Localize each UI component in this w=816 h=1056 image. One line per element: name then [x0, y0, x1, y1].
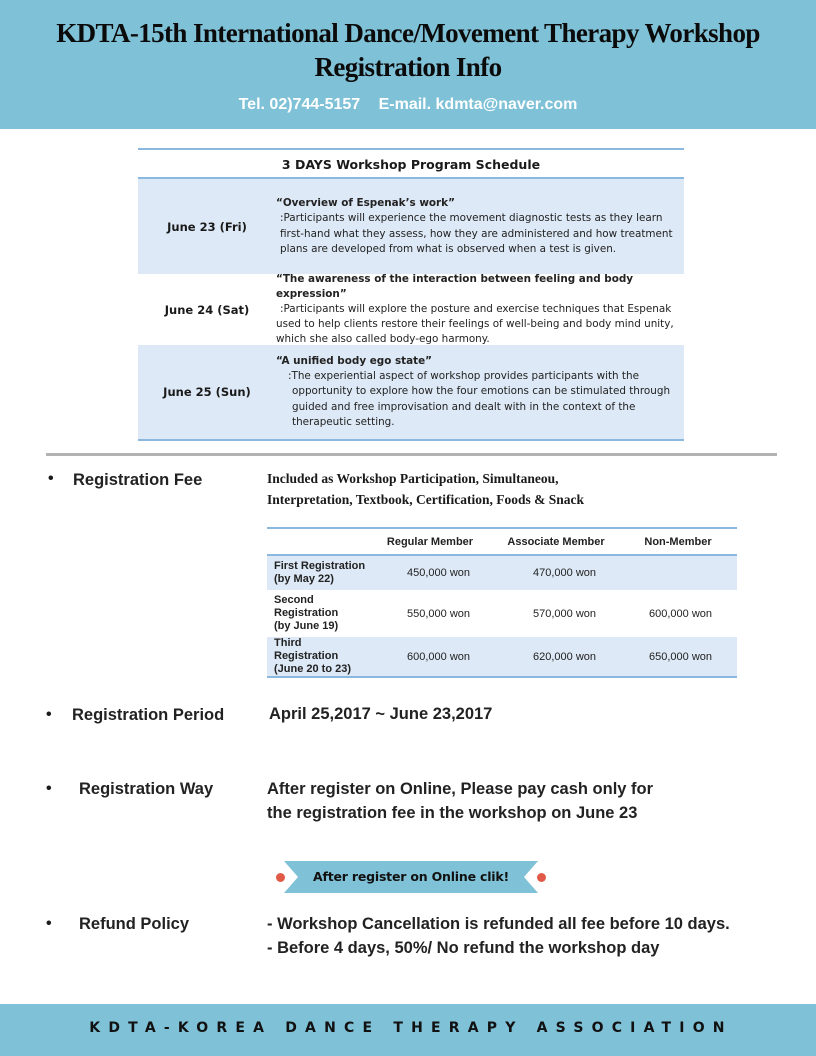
session-title: “Overview of Espenak’s work”: [276, 197, 455, 210]
registration-way-line-1: After register on Online, Please pay cash only for: [267, 780, 654, 798]
fee-cell: 470,000 won: [493, 555, 619, 590]
row-label-line: (June 20 to 23): [274, 663, 352, 675]
header-banner: [0, 0, 816, 129]
schedule-date: June 23 (Fri): [167, 219, 247, 234]
row-label-line: Second: [274, 594, 314, 606]
title-line-1: KDTA-15th International Dance/Movement Therapy Workshop: [56, 18, 760, 48]
fee-cell: 450,000 won: [367, 555, 493, 590]
fee-row: [267, 637, 737, 677]
row-label-line: Third Registration: [274, 637, 339, 662]
fee-row-label: [267, 637, 367, 677]
dot-icon: [537, 873, 546, 882]
session-line: :The experiential aspect of workshop provides participants with the: [288, 370, 639, 383]
fee-desc-line-2: Interpretation, Textbook, Certification, Foods & Snack: [267, 492, 585, 507]
session-line: plans are developed from what is observed when a test is given.: [280, 242, 617, 255]
schedule-row: [138, 179, 684, 274]
registration-way-line-2: the registration fee in the workshop on June 23: [267, 804, 638, 822]
refund-line-2: - Before 4 days, 50%/ No refund the workshop day: [267, 939, 660, 957]
session-line: guided and free improvisation and dealt with in the context of the: [292, 400, 636, 413]
session-line: used to help clients restore their feelings of well-being and body mind unity,: [276, 318, 674, 331]
refund-policy-value: [267, 912, 730, 960]
fee-includes-description: [267, 468, 584, 510]
session-line: which she also called body-ego harmony.: [276, 333, 490, 346]
fee-row: [267, 590, 737, 637]
session-line: therapeutic setting.: [292, 415, 395, 428]
title-line-2: Registration Info: [314, 52, 502, 82]
session-title: “The awareness of the interaction between feeling and body expression”: [276, 272, 634, 300]
registration-period-value: April 25,2017 ~ June 23,2017: [269, 705, 493, 723]
row-label-line: (by May 22): [274, 573, 334, 585]
column-header: Associate Member: [493, 528, 619, 555]
session-line: :Participants will experience the movement diagnostic tests as they learn: [280, 212, 663, 225]
footer-banner: [0, 1004, 816, 1056]
bullet-icon: •: [46, 780, 52, 797]
schedule-table: [138, 148, 684, 441]
fee-cell: 600,000 won: [649, 607, 712, 620]
fee-cell: [619, 555, 737, 590]
phone-number: Tel. 02)744-5157: [238, 96, 361, 113]
session-line: opportunity to explore how the four emotions can be stimulated through: [292, 385, 671, 398]
fee-row-label: [267, 555, 367, 590]
schedule-date: June 24 (Sat): [164, 302, 250, 317]
bullet-icon: •: [46, 706, 52, 723]
section-divider: [46, 453, 777, 456]
registration-fee-label: Registration Fee: [73, 471, 203, 489]
row-label-line: Registration: [274, 607, 339, 619]
fee-cell: 620,000 won: [493, 637, 619, 677]
registration-way-label: Registration Way: [79, 780, 214, 798]
schedule-row: [138, 345, 684, 439]
schedule-description: [276, 354, 684, 430]
online-register-button[interactable]: [284, 861, 538, 893]
bullet-icon: •: [46, 915, 52, 932]
registration-way-value: [267, 777, 653, 825]
session-line: first-hand what they assess, how they are administered and how treatment: [280, 227, 673, 240]
fee-row-label: [267, 590, 367, 637]
fee-row: [267, 555, 737, 590]
footer-organization-name: KDTA-KOREA DANCE THERAPY ASSOCIATION: [89, 1020, 733, 1036]
schedule-description: [276, 196, 684, 257]
refund-line-1: - Workshop Cancellation is refunded all fee before 10 days.: [267, 915, 730, 933]
online-register-label: After register on Online clik!: [312, 869, 510, 884]
bullet-icon: •: [48, 470, 54, 487]
column-header: [267, 528, 367, 555]
schedule-date: June 25 (Sun): [163, 385, 251, 399]
contact-info: [0, 96, 816, 114]
fee-cell: 650,000 won: [619, 637, 737, 677]
refund-policy-label: Refund Policy: [79, 915, 190, 933]
fee-cell: 600,000 won: [367, 637, 493, 677]
row-label-line: First Registration: [274, 560, 366, 572]
online-register-banner: [276, 859, 546, 895]
registration-period-label: Registration Period: [72, 706, 225, 724]
email-address: E-mail. kdmta@naver.com: [378, 96, 578, 113]
session-title: “A unified body ego state”: [276, 354, 432, 367]
column-header: Non-Member: [619, 528, 737, 555]
fee-table-header: [267, 528, 737, 555]
column-header: Regular Member: [367, 528, 493, 555]
schedule-row: [138, 274, 684, 345]
page-title: [0, 16, 816, 84]
schedule-description: [276, 272, 684, 348]
session-line: :Participants will explore the posture and exercise techniques that Espenak: [280, 302, 672, 315]
fee-cell: 550,000 won: [407, 607, 470, 620]
fee-desc-line-1: Included as Workshop Participation, Simultaneou,: [267, 471, 559, 486]
fee-table: [267, 527, 737, 678]
row-label-line: (by June 19): [274, 620, 339, 632]
fee-cell: 570,000 won: [533, 607, 596, 620]
schedule-heading: 3 DAYS Workshop Program Schedule: [138, 150, 684, 179]
